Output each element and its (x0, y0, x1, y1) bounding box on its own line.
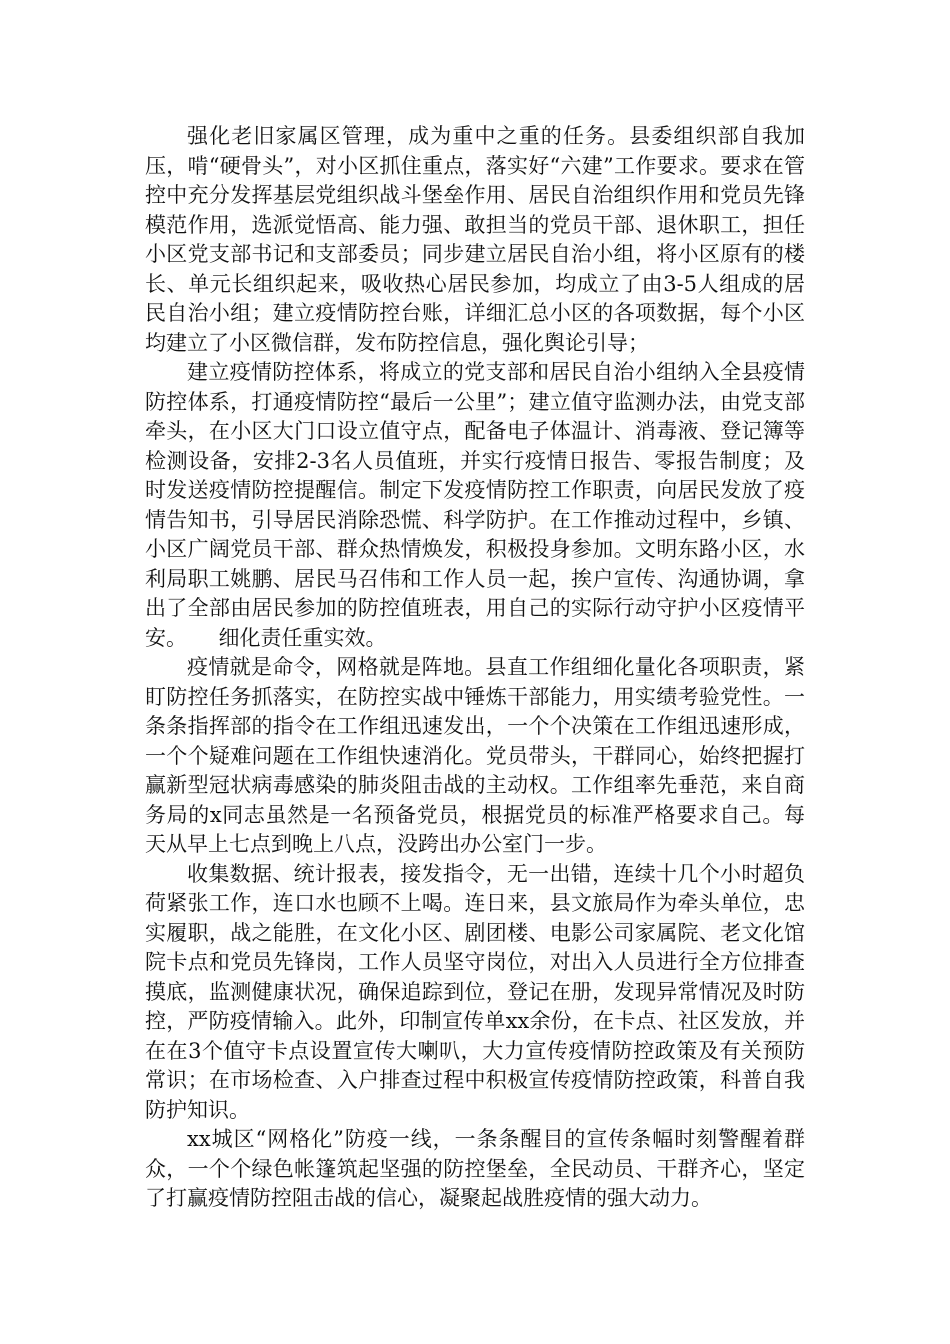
paragraph-4: 收集数据、统计报表，接发指令，无一出错，连续十几个小时超负荷紧张工作，连口水也顾不上喝。连日来，县文旅局作为牵头单位，忠实履职，战之能胜，在文化小区、剧团楼、电影公司家属院、老文化馆院卡点和党员先锋岗，工作人员坚守岗位，对出入人员进行全方位排查摸底，监测健康状况，确保追踪到位，登记在册，发现异常情况及时防控，严防疫情输入。此外，印制宣传单xx余份，在卡点、社区发放，并在在3个值守卡点设置宣传大喇叭，大力宣传疫情防控政策及有关预防常识；在市场检查、入户排查过程中积极宣传疫情防控政策，科普自我防护知识。 (145, 861, 805, 1122)
paragraph-2: 建立疫情防控体系，将成立的党支部和居民自治小组纳入全县疫情防控体系，打通疫情防控“最后一公里”；建立值守监测办法，由党支部牵头，在小区大门口设立值守点，配备电子体温计、消毒液、登记簿等检测设备，安排2-3名人员值班，并实行疫情日报告、零报告制度；及时发送疫情防控提醒信。制定下发疫情防控工作职责，向居民发放了疫情告知书，引导居民消除恐慌、科学防护。在工作推动过程中，乡镇、小区广阔党员干部、群众热情焕发，积极投身参加。文明东路小区，水利局职工姚鹏、居民马召伟和工作人员一起，挨户宣传、沟通协调，拿出了全部由居民参加的防控值班表，用自己的实际行动守护小区疫情平安。 细化责任重实效。 (145, 360, 805, 650)
document-body (145, 122, 805, 1214)
paragraph-3: 疫情就是命令，网格就是阵地。县直工作组细化量化各项职责，紧盯防控任务抓落实，在防控实战中锤炼干部能力，用实绩考验党性。一条条指挥部的指令在工作组迅速发出，一个个决策在工作组迅速形成，一个个疑难问题在工作组快速消化。党员带头，干群同心，始终把握打赢新型冠状病毒感染的肺炎阻击战的主动权。工作组率先垂范，来自商务局的x同志虽然是一名预备党员，根据党员的标准严格要求自己。每天从早上七点到晚上八点，没跨出办公室门一步。 (145, 655, 805, 856)
paragraph-1: 强化老旧家属区管理，成为重中之重的任务。县委组织部自我加压，啃“硬骨头”，对小区抓住重点，落实好“六建”工作要求。要求在管控中充分发挥基层党组织战斗堡垒作用、居民自治组织作用和党员先锋模范作用，选派觉悟高、能力强、敢担当的党员干部、退休职工，担任小区党支部书记和支部委员；同步建立居民自治小组，将小区原有的楼长、单元长组织起来，吸收热心居民参加，均成立了由3-5人组成的居民自治小组；建立疫情防控台账，详细汇总小区的各项数据，每个小区均建立了小区微信群，发布防控信息，强化舆论引导； (145, 124, 805, 355)
paragraph-5: xx城区“网格化”防疫一线，一条条醒目的宣传条幅时刻警醒着群众，一个个绿色帐篷筑起坚强的防控堡垒，全民动员、干群齐心，坚定了打赢疫情防控阻击战的信心，凝聚起战胜疫情的强大动力。 (145, 1127, 805, 1210)
